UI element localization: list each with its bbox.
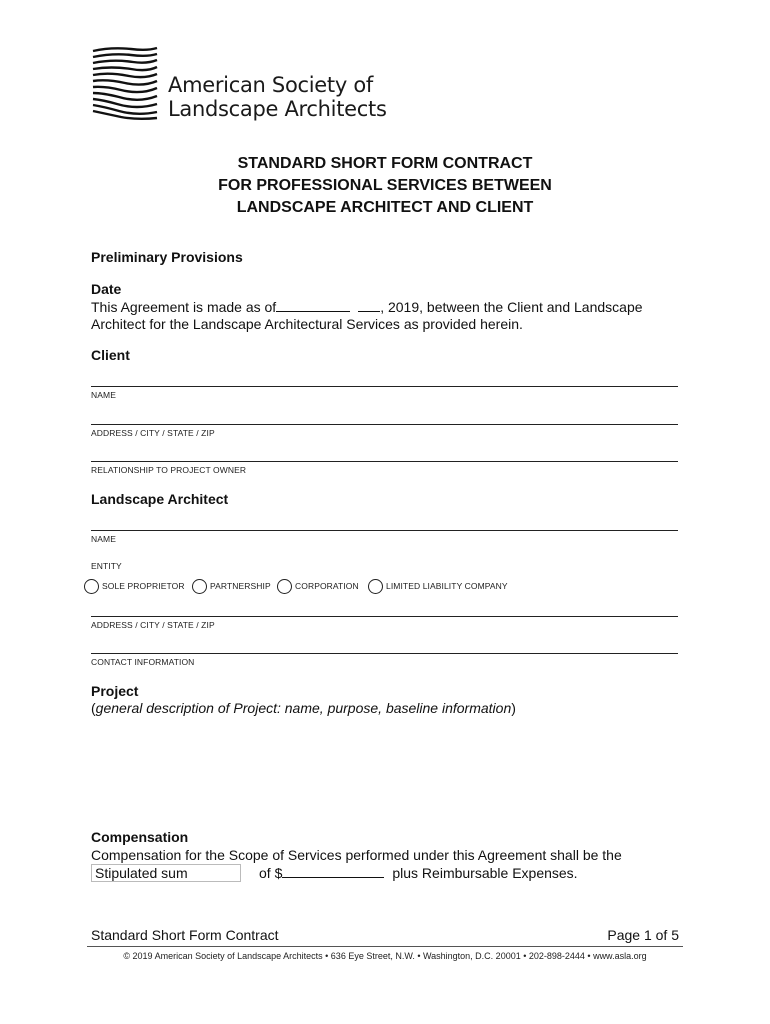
client-name-label: NAME	[91, 390, 116, 400]
sole-proprietor-label: SOLE PROPRIETOR	[102, 581, 185, 591]
compensation-plus-text: plus Reimbursable Expenses.	[392, 865, 578, 881]
org-name-line2: Landscape Architects	[168, 97, 387, 121]
title-line2: FOR PROFESSIONAL SERVICES BETWEEN	[218, 177, 552, 194]
date-text-line2: Architect for the Landscape Architectural Services as provided herein.	[91, 316, 523, 332]
compensation-heading: Compensation	[91, 829, 189, 845]
document-title	[0, 153, 770, 219]
date-text-a: This Agreement is made as of	[91, 299, 277, 315]
partnership-label: PARTNERSHIP	[210, 581, 271, 591]
project-description-text: general description of Project: name, purpose, baseline information	[95, 700, 512, 716]
corporation-radio[interactable]	[277, 579, 292, 594]
sole-proprietor-radio[interactable]	[84, 579, 99, 594]
compensation-text: Compensation for the Scope of Services performed under this Agreement shall be the	[91, 847, 622, 863]
architect-contact-label: CONTACT INFORMATION	[91, 657, 195, 667]
date-heading: Date	[91, 281, 122, 297]
client-relationship-field[interactable]	[91, 461, 678, 462]
architect-contact-field[interactable]	[91, 653, 678, 654]
footer-copyright: © 2019 American Society of Landscape Architects • 636 Eye Street, N.W. • Washington, D.C. 20001 • 202-898-2444 • www.asla.org	[123, 951, 647, 961]
compensation-amount-field[interactable]	[282, 863, 384, 878]
client-address-field[interactable]	[91, 424, 678, 425]
date-day-field[interactable]	[358, 297, 380, 312]
architect-name-label: NAME	[91, 534, 116, 544]
preliminary-heading: Preliminary Provisions	[91, 249, 243, 265]
date-text-b: , 2019, between the Client and Landscape	[380, 299, 643, 315]
compensation-of-text: of $	[259, 865, 283, 881]
project-description	[91, 699, 516, 717]
page-number: Page 1 of 5	[607, 927, 679, 943]
client-heading: Client	[91, 347, 130, 363]
date-blank-field[interactable]	[276, 297, 350, 312]
architect-address-label: ADDRESS / CITY / STATE / ZIP	[91, 620, 215, 630]
asla-logo-mark	[91, 45, 159, 121]
entity-label: ENTITY	[91, 561, 122, 571]
footer-title: Standard Short Form Contract	[91, 927, 279, 943]
org-name-line1: American Society of	[168, 73, 373, 97]
title-line1: STANDARD SHORT FORM CONTRACT	[237, 155, 533, 172]
corporation-label: CORPORATION	[295, 581, 359, 591]
project-paren-close: )	[511, 700, 516, 716]
title-line3: LANDSCAPE ARCHITECT AND CLIENT	[236, 199, 534, 216]
project-heading: Project	[91, 683, 139, 699]
compensation-amount-line	[259, 863, 578, 882]
project-paren-open: (	[91, 700, 96, 716]
date-text	[91, 297, 643, 316]
footer-divider	[87, 946, 683, 947]
client-address-label: ADDRESS / CITY / STATE / ZIP	[91, 428, 215, 438]
partnership-radio[interactable]	[192, 579, 207, 594]
architect-address-field[interactable]	[91, 616, 678, 617]
client-name-field[interactable]	[91, 386, 678, 387]
org-name	[168, 73, 387, 121]
architect-name-field[interactable]	[91, 530, 678, 531]
architect-heading: Landscape Architect	[91, 491, 229, 507]
client-relationship-label: RELATIONSHIP TO PROJECT OWNER	[91, 465, 247, 475]
compensation-type-select[interactable]: Stipulated sum	[91, 864, 241, 882]
llc-radio[interactable]	[368, 579, 383, 594]
llc-label: LIMITED LIABILITY COMPANY	[386, 581, 508, 591]
